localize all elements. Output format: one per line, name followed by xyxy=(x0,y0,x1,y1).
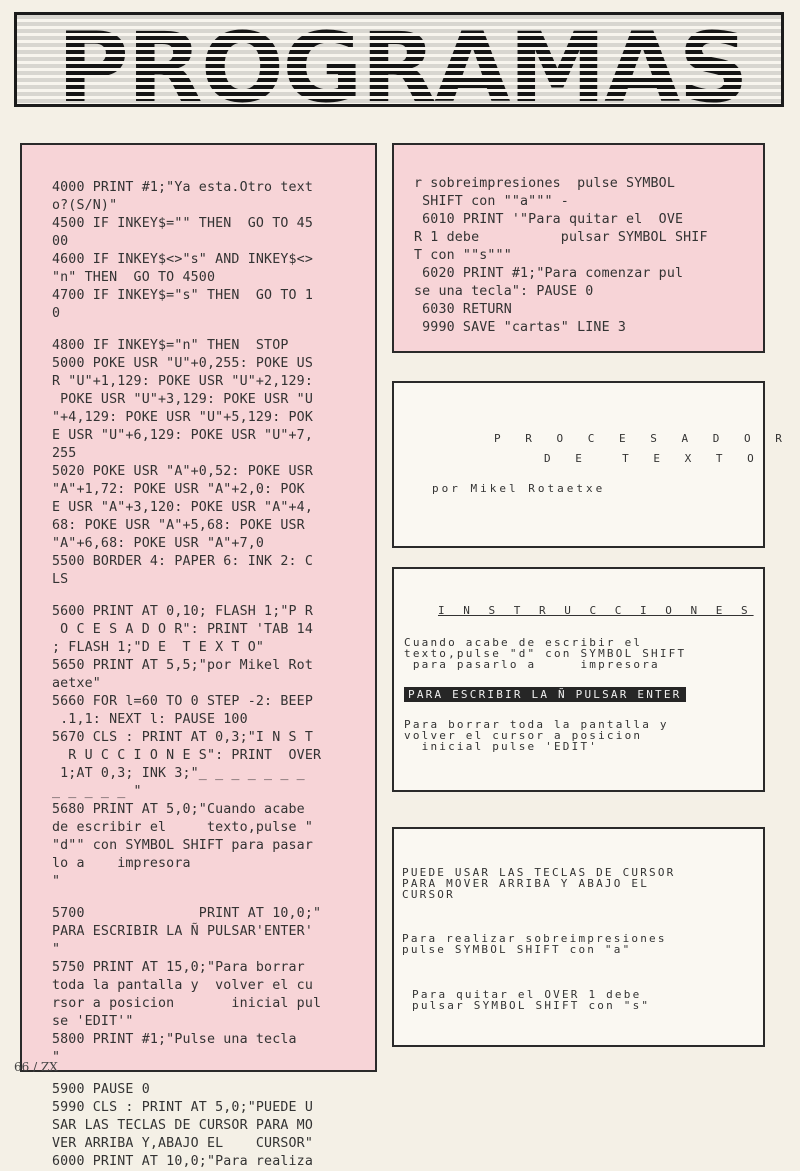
right-code-line: se una tecla": PAUSE 0 xyxy=(414,284,594,299)
left-code-line: 4700 IF INKEY$="s" THEN GO TO 1 xyxy=(52,288,313,303)
left-code-line: lo a impresora xyxy=(52,856,191,871)
left-code-line: SAR LAS TECLAS DE CURSOR PARA MO xyxy=(52,1118,313,1133)
left-code-gap xyxy=(52,1067,357,1081)
left-code-line: " xyxy=(52,942,61,957)
left-code-gap xyxy=(52,589,357,603)
left-code-line: PARA ESCRIBIR LA Ñ PULSAR'ENTER' xyxy=(52,924,313,939)
inverse-enter-line: PARA ESCRIBIR LA Ñ PULSAR ENTER xyxy=(404,687,686,702)
instr-line-1: Cuando acabe de escribir el xyxy=(404,636,643,649)
right-code-line: T con ""s""" xyxy=(414,248,512,263)
left-code-listing xyxy=(20,143,377,1169)
page-number: 66 / ZX xyxy=(14,1060,58,1074)
screen-instrucciones xyxy=(392,567,765,792)
screen-cursor xyxy=(392,827,765,1047)
left-code-line: "n" THEN GO TO 4500 xyxy=(52,270,216,285)
left-code-line: 5000 POKE USR "U"+0,255: POKE US xyxy=(52,356,313,371)
left-code-gap xyxy=(52,323,357,337)
left-code-line: 4000 PRINT #1;"Ya esta.Otro text xyxy=(52,180,313,195)
cursor-line-4: Para realizar sobreimpresiones xyxy=(402,932,667,945)
left-code-line: se 'EDIT'" xyxy=(52,1014,134,1029)
cursor-line-3: CURSOR xyxy=(402,888,455,901)
cursor-line-5: pulse SYMBOL SHIFT con "a" xyxy=(402,943,632,956)
left-code-line: _ _ _ _ _ " xyxy=(52,784,142,799)
left-code-line: "A"+6,68: POKE USR "A"+7,0 xyxy=(52,536,265,551)
left-code-line: LS xyxy=(52,572,69,587)
left-code-line: 5700 PRINT AT 10,0;" xyxy=(52,906,322,921)
left-code-line: "+4,129: POKE USR "U"+5,129: POK xyxy=(52,410,313,425)
left-code-line: "d"" con SYMBOL SHIFT para pasar xyxy=(52,838,313,853)
left-code-line: 5600 PRINT AT 0,10; FLASH 1;"P R xyxy=(52,604,313,619)
right-code-line: SHIFT con ""a""" - xyxy=(414,194,569,209)
left-code-line: de escribir el texto,pulse " xyxy=(52,820,313,835)
right-code-line: 6010 PRINT '"Para quitar el OVE xyxy=(414,212,684,227)
left-code-gap xyxy=(52,891,357,905)
left-code-line: POKE USR "U"+3,129: POKE USR "U xyxy=(52,392,313,407)
screen-procesador xyxy=(392,381,791,548)
right-code-listing xyxy=(392,143,765,353)
left-code-line: aetxe" xyxy=(52,676,101,691)
texto-subtitle: D E T E X T O xyxy=(544,452,763,465)
left-code-line: o?(S/N)" xyxy=(52,198,118,213)
left-code-line: 68: POKE USR "A"+5,68: POKE USR xyxy=(52,518,305,533)
procesador-title: P R O C E S A D O R xyxy=(494,432,791,445)
author-line: por Mikel Rotaetxe xyxy=(432,482,606,495)
left-code-line: .1,1: NEXT l: PAUSE 100 xyxy=(52,712,248,727)
left-code-line: 4500 IF INKEY$="" THEN GO TO 45 xyxy=(52,216,313,231)
left-code-line: rsor a posicion inicial pul xyxy=(52,996,322,1011)
right-code-line: R 1 debe pulsar SYMBOL SHIF xyxy=(414,230,708,245)
striped-title-graphic xyxy=(17,15,784,107)
left-code-line: toda la pantalla y volver el cu xyxy=(52,978,313,993)
left-code-line: VER ARRIBA Y,ABAJO EL CURSOR" xyxy=(52,1136,313,1151)
left-code-line: 5500 BORDER 4: PAPER 6: INK 2: C xyxy=(52,554,313,569)
instr-line-2: texto,pulse "d" con SYMBOL SHIFT xyxy=(404,647,687,660)
left-code-line: 1;AT 0,3; INK 3;"_ _ _ _ _ _ _ xyxy=(52,766,305,781)
left-code-line: ; FLASH 1;"D E T E X T O" xyxy=(52,640,265,655)
programas-banner xyxy=(14,12,784,107)
left-code-line: 5800 PRINT #1;"Pulse una tecla xyxy=(52,1032,297,1047)
left-code-line: O C E S A D O R": PRINT 'TAB 14 xyxy=(52,622,313,637)
left-code-line: " xyxy=(52,874,61,889)
left-code-line: 0 xyxy=(52,306,61,321)
left-code-line: R "U"+1,129: POKE USR "U"+2,129: xyxy=(52,374,313,389)
cursor-line-6: Para quitar el OVER 1 debe xyxy=(412,988,642,1001)
right-code-line: r sobreimpresiones pulse SYMBOL xyxy=(414,176,675,191)
instr-line-5: volver el cursor a posicion xyxy=(404,729,643,742)
left-code-line: 5020 POKE USR "A"+0,52: POKE USR xyxy=(52,464,313,479)
instr-line-4: Para borrar toda la pantalla y xyxy=(404,718,669,731)
right-code-line: 9990 SAVE "cartas" LINE 3 xyxy=(414,320,627,335)
left-code-line: E USR "U"+6,129: POKE USR "U"+7, xyxy=(52,428,313,443)
left-code-line: 4800 IF INKEY$="n" THEN STOP xyxy=(52,338,289,353)
left-code-line: 5990 CLS : PRINT AT 5,0;"PUEDE U xyxy=(52,1100,313,1115)
right-code-line: 6020 PRINT #1;"Para comenzar pul xyxy=(414,266,684,281)
left-code-line: 5650 PRINT AT 5,5;"por Mikel Rot xyxy=(52,658,313,673)
instr-line-6: inicial pulse 'EDIT' xyxy=(404,740,599,753)
left-code-line: R U C C I O N E S": PRINT OVER xyxy=(52,748,322,763)
left-code-line: 5900 PAUSE 0 xyxy=(52,1082,150,1097)
left-code-line: " xyxy=(52,1050,61,1065)
cursor-line-1: PUEDE USAR LAS TECLAS DE CURSOR xyxy=(402,866,676,879)
instrucciones-heading: I N S T R U C C I O N E S xyxy=(438,604,754,617)
left-code-line: "A"+1,72: POKE USR "A"+2,0: POK xyxy=(52,482,305,497)
left-code-line: E USR "A"+3,120: POKE USR "A"+4, xyxy=(52,500,313,515)
left-code-line: 5680 PRINT AT 5,0;"Cuando acabe xyxy=(52,802,305,817)
left-code-line: 5660 FOR l=60 TO 0 STEP -2: BEEP xyxy=(52,694,313,709)
left-code-line: 5750 PRINT AT 15,0;"Para borrar xyxy=(52,960,305,975)
left-code-line: 00 xyxy=(52,234,69,249)
left-code-line: 4600 IF INKEY$<>"s" AND INKEY$<> xyxy=(52,252,313,267)
right-code-line: 6030 RETURN xyxy=(414,302,512,317)
instr-line-3: para pasarlo a impresora xyxy=(404,658,660,671)
left-code-line: 6000 PRINT AT 10,0;"Para realiza xyxy=(52,1154,313,1169)
left-code-line: 5670 CLS : PRINT AT 0,3;"I N S T xyxy=(52,730,313,745)
left-code-line: 255 xyxy=(52,446,77,461)
cursor-line-2: PARA MOVER ARRIBA Y ABAJO EL xyxy=(402,877,650,890)
cursor-line-7: pulsar SYMBOL SHIFT con "s" xyxy=(412,999,651,1012)
